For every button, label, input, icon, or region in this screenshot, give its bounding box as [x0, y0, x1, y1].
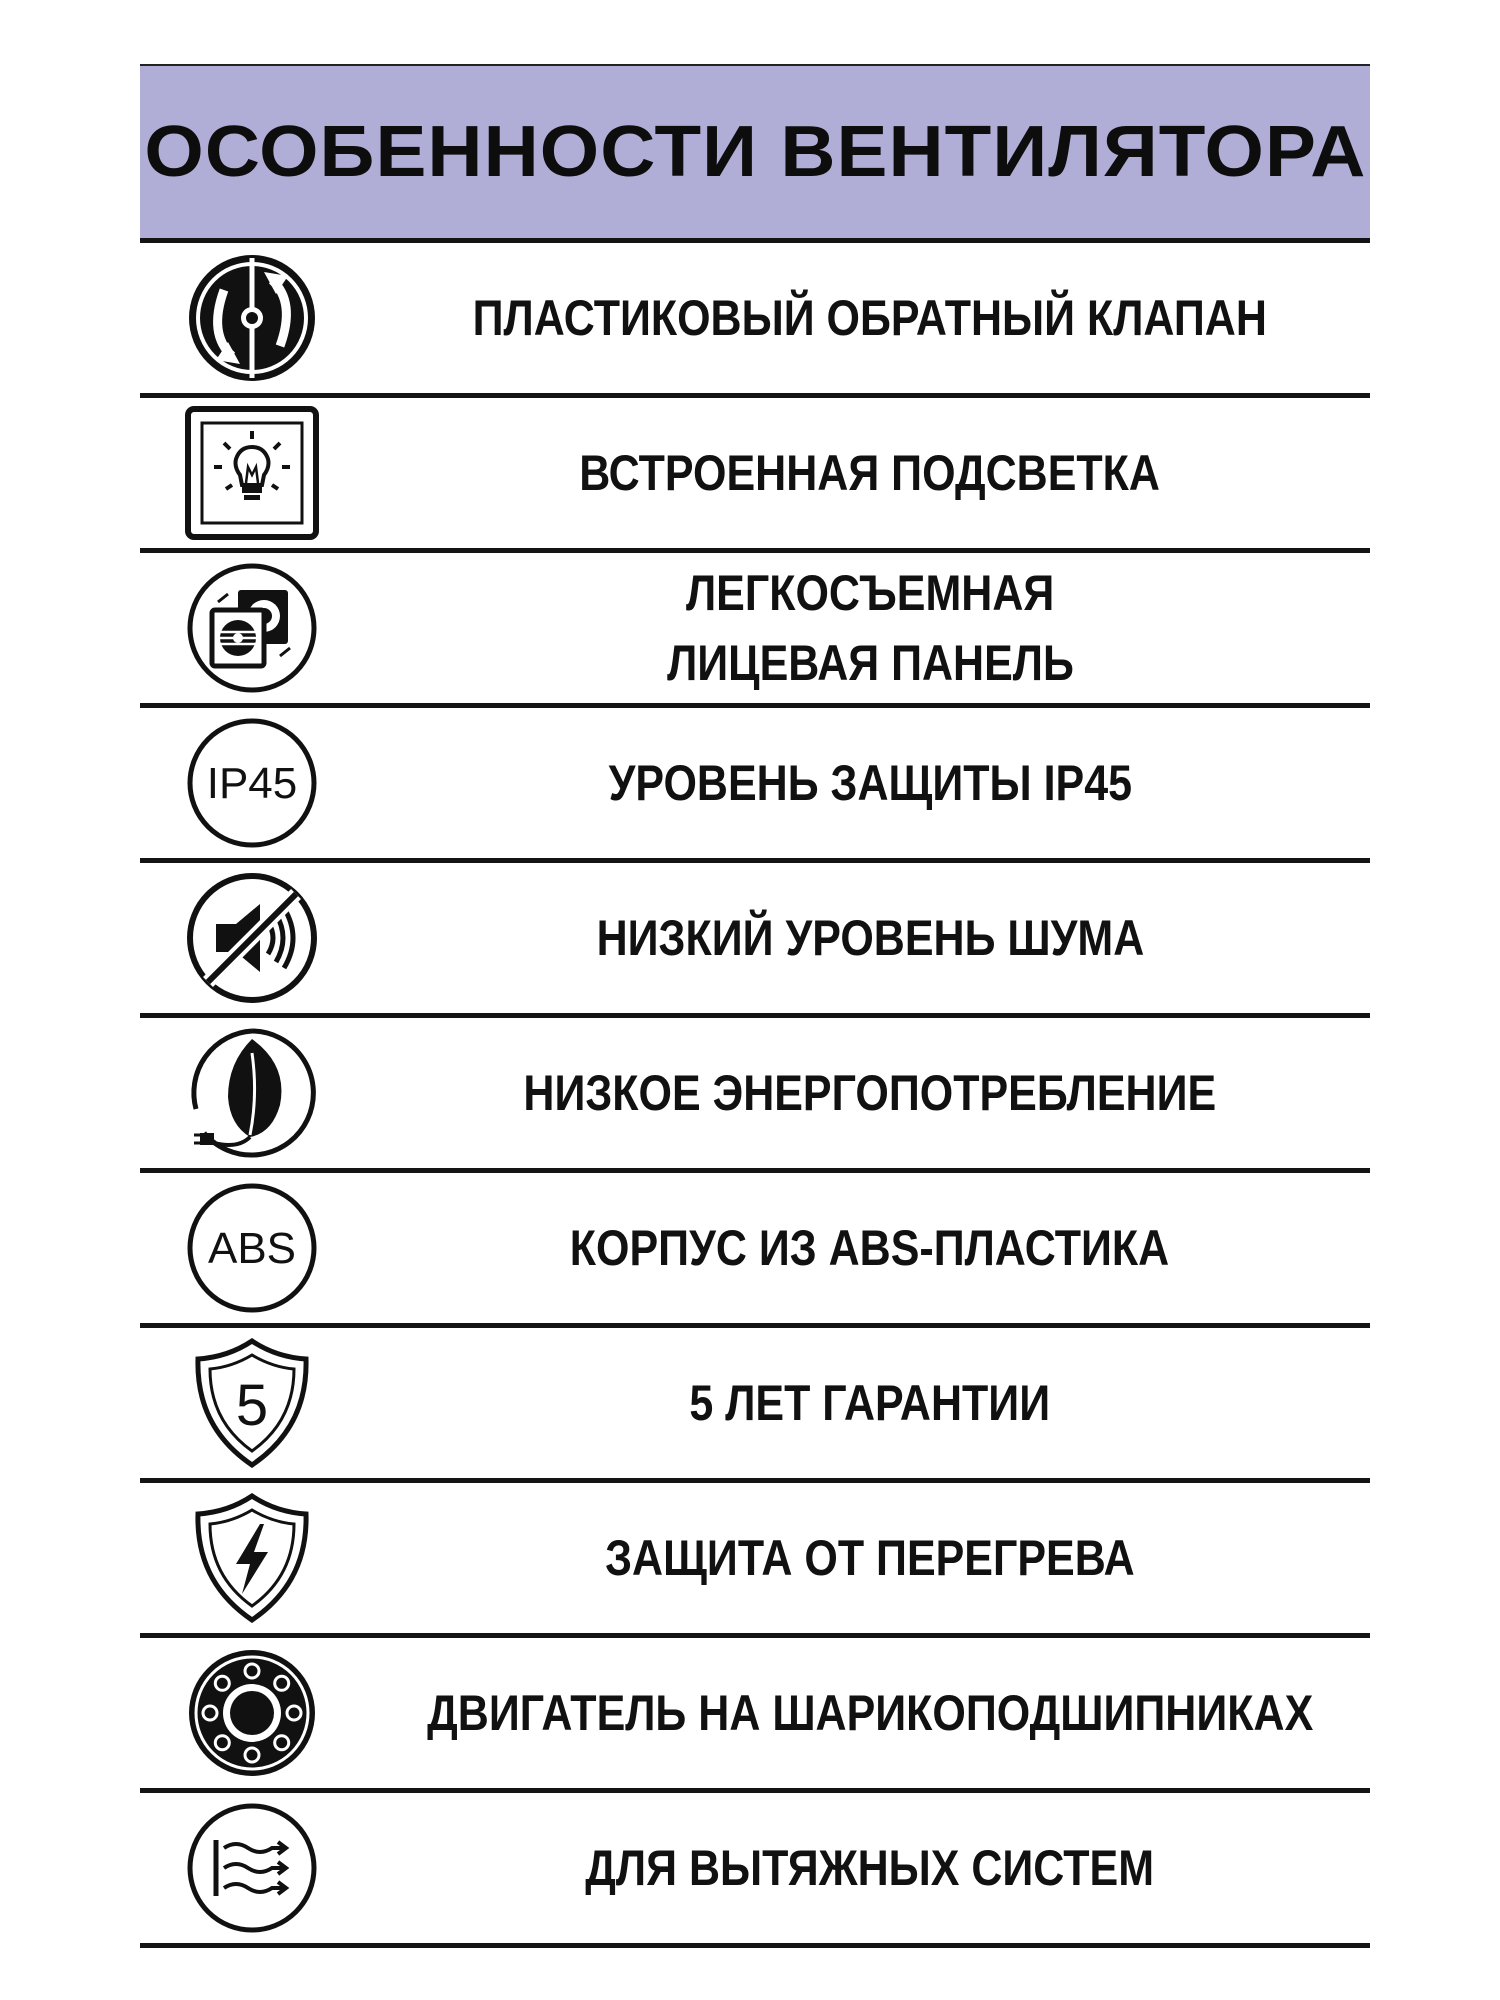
feature-row [140, 1793, 1370, 1948]
feature-label [370, 1328, 1370, 1478]
feature-label-line: ЗАЩИТА ОТ ПЕРЕГРЕВА [605, 1530, 1135, 1586]
ball-bearing-icon [184, 1645, 320, 1781]
feature-label-line: НИЗКОЕ ЭНЕРГОПОТРЕБЛЕНИЕ [523, 1065, 1217, 1121]
svg-text:5: 5 [235, 1373, 269, 1438]
feature-label-line: ДВИГАТЕЛЬ НА ШАРИКОПОДШИПНИКАХ [426, 1685, 1314, 1741]
feature-label [370, 1793, 1370, 1943]
feature-label [370, 863, 1370, 1013]
features-sheet [140, 64, 1370, 1948]
page-title: ОСОБЕННОСТИ ВЕНТИЛЯТОРА [143, 112, 1366, 192]
feature-label-line: НИЗКИЙ УРОВЕНЬ ШУМА [596, 910, 1144, 966]
feature-label-line: УРОВЕНЬ ЗАЩИТЫ IP45 [608, 755, 1132, 811]
shield-5-icon [184, 1335, 320, 1471]
ip45-icon [184, 715, 320, 851]
feature-row [140, 1173, 1370, 1328]
feature-row [140, 553, 1370, 708]
feature-row [140, 1483, 1370, 1638]
feature-label-line: ЛЕГКОСЪЕМНАЯ [685, 565, 1055, 621]
feature-label-line: ДЛЯ ВЫТЯЖНЫХ СИСТЕМ [585, 1840, 1155, 1896]
feature-label [370, 398, 1370, 548]
feature-row [140, 1018, 1370, 1173]
feature-row [140, 1328, 1370, 1483]
feature-label [370, 243, 1370, 393]
removable-panel-icon [184, 560, 320, 696]
feature-row [140, 708, 1370, 863]
svg-text:ABS: ABS [207, 1224, 297, 1273]
light-bulb-icon [184, 405, 320, 541]
feature-label [370, 1018, 1370, 1168]
feature-row [140, 1638, 1370, 1793]
leaf-plug-icon [184, 1025, 320, 1161]
feature-label-line: 5 ЛЕТ ГАРАНТИИ [689, 1375, 1051, 1431]
muted-speaker-icon [184, 870, 320, 1006]
air-flow-icon [184, 1800, 320, 1936]
feature-label-line: ВСТРОЕННАЯ ПОДСВЕТКА [579, 445, 1161, 501]
feature-label [370, 1483, 1370, 1633]
feature-label-line: ПЛАСТИКОВЫЙ ОБРАТНЫЙ КЛАПАН [472, 290, 1268, 346]
svg-text:IP45: IP45 [206, 759, 298, 808]
feature-row [140, 398, 1370, 553]
feature-label [370, 708, 1370, 858]
feature-label [370, 1173, 1370, 1323]
feature-label [370, 1638, 1370, 1788]
shield-lightning-icon [184, 1490, 320, 1626]
feature-row [140, 243, 1370, 398]
check-valve-rotation-icon [184, 250, 320, 386]
feature-label [370, 553, 1370, 703]
feature-row [140, 863, 1370, 1018]
feature-label-line: КОРПУС ИЗ ABS-ПЛАСТИКА [570, 1220, 1170, 1276]
header-banner [140, 64, 1370, 238]
abs-icon [184, 1180, 320, 1316]
feature-label-line: ЛИЦЕВАЯ ПАНЕЛЬ [666, 635, 1074, 691]
feature-list [140, 238, 1370, 1948]
